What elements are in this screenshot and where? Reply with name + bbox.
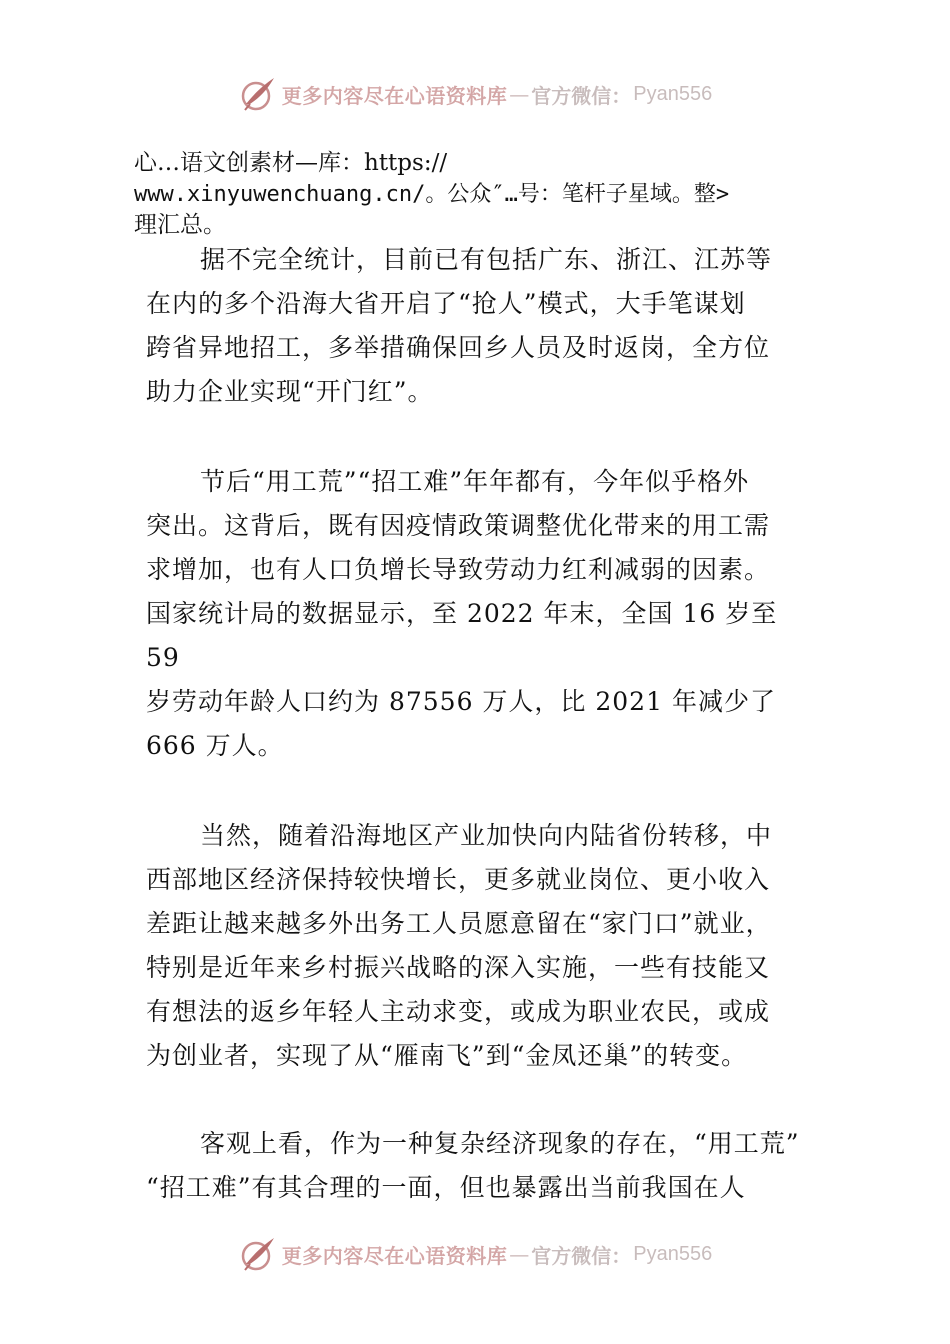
paragraph-line: 跨省异地招工，多举措确保回乡人员及时返岗，全方位 [146, 333, 771, 362]
quill-pen-logo-icon [238, 74, 278, 114]
body-paragraph [146, 238, 816, 414]
source-note [134, 148, 824, 241]
banner-separator: — [509, 82, 530, 106]
body-paragraph [146, 1122, 816, 1210]
paragraph-line: 突出。这背后，既有因疫情政策调整优化带来的用工需 [146, 511, 771, 540]
banner-wechat-id: Pyan556 [633, 1242, 713, 1265]
paragraph-line: 岁劳动年龄人口约为 87556 万人，比 2021 年减少了 [146, 687, 776, 716]
paragraph-line: 特别是近年来乡村振兴战略的深入实施，一些有技能又 [146, 953, 771, 982]
banner-separator: — [509, 1242, 530, 1266]
paragraph-line: 国家统计局的数据显示，至 2022 年末，全国 16 岁至 [146, 599, 778, 628]
paragraph-line: 客观上看，作为一种复杂经济现象的存在，“用工荒” [200, 1129, 800, 1158]
paragraph-line: 西部地区经济保持较快增长，更多就业岗位、更小收入 [146, 865, 771, 894]
paragraph-line: 当然，随着沿海地区产业加快向内陆省份转移，中 [200, 821, 773, 850]
footer-watermark-banner [0, 1232, 950, 1276]
body-paragraph [146, 814, 816, 1078]
paragraph-line: 节后“用工荒”“招工难”年年都有，今年似乎格外 [200, 467, 750, 496]
quill-pen-logo-icon [238, 1234, 278, 1274]
paragraph-line: 据不完全统计，目前已有包括广东、浙江、江苏等 [200, 245, 773, 274]
body-paragraph [146, 460, 816, 768]
paragraph-line: 59 [146, 643, 180, 672]
banner-wechat-label: 官方微信： [531, 83, 632, 108]
paragraph-line: “招工难”有其合理的一面，但也暴露出当前我国在人 [146, 1173, 746, 1202]
banner-text: 更多内容尽在心语资料库 [281, 83, 508, 108]
paragraph-line: 求增加，也有人口负增长导致劳动力红利减弱的因素。 [146, 555, 771, 584]
source-note-line: 理汇总。 [134, 212, 226, 238]
paragraph-line: 有想法的返乡年轻人主动求变，或成为职业农民，或成 [146, 997, 771, 1026]
paragraph-line: 666 万人。 [146, 731, 284, 760]
banner-text: 更多内容尽在心语资料库 [281, 1243, 508, 1268]
paragraph-line: 助力企业实现“开门红”。 [146, 377, 434, 406]
banner-wechat-id: Pyan556 [633, 82, 713, 105]
source-note-line: www.xinyuwenchuang.cn/。公众″…号：笔杆子星域。整> [134, 182, 730, 207]
banner-wechat-label: 官方微信： [531, 1243, 632, 1268]
paragraph-line: 为创业者，实现了从“雁南飞”到“金凤还巢”的转变。 [146, 1041, 748, 1070]
paragraph-line: 差距让越来越多外出务工人员愿意留在“家门口”就业， [146, 909, 772, 938]
header-watermark-banner [0, 72, 950, 116]
source-note-line: 心…语文创素材—库：https:// [134, 150, 448, 176]
paragraph-line: 在内的多个沿海大省开启了“抢人”模式，大手笔谋划 [146, 289, 746, 318]
